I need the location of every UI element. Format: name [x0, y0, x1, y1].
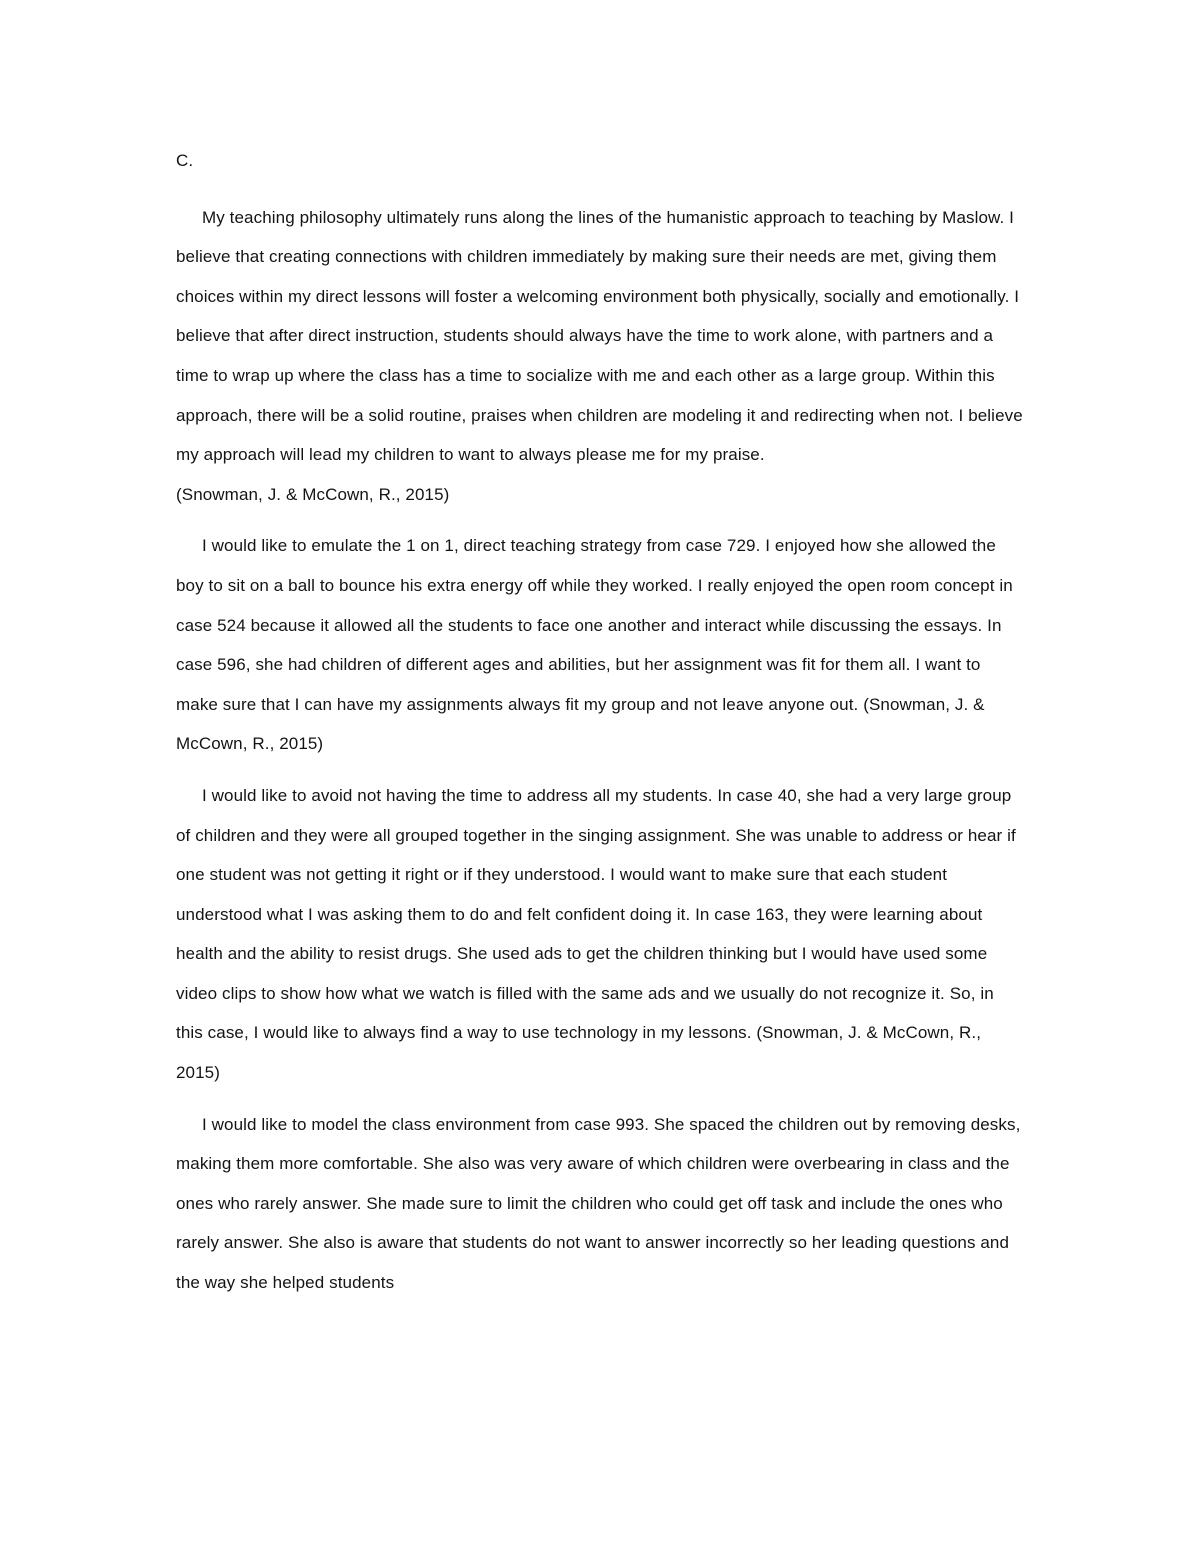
- paragraph-citation: (Snowman, J. & McCown, R., 2015): [176, 484, 450, 504]
- paragraph-model: [176, 1105, 1024, 1303]
- paragraph-text: I would like to model the class environment from case 993. She spaced the children out by removing desks, making them more comfortable. She also was very aware of which children were overbearing in class and the ones who rarely answer. She made sure to limit the children who could get off task and include the ones who rarely answer. She also is aware that students do not want to answer incorrectly so her leading questions and the way she helped students: [176, 1114, 1021, 1293]
- paragraph-philosophy: [176, 198, 1024, 515]
- document-body: [176, 141, 1024, 1315]
- paragraph-text: I would like to avoid not having the time to address all my students. In case 40, she had a very large group of children and they were all grouped together in the singing assignment. She was unable to address or hear if one student was not getting it right or if they understood. I would want to make sure that each student understood what I was asking them to do and felt confident doing it. In case 163, they were learning about health and the ability to resist drugs. She used ads to get the children thinking but I would have used some video clips to show how what we watch is filled with the same ads and we usually do not recognize it. So, in this case, I would like to always find a way to use technology in my lessons.: [176, 785, 1016, 1043]
- paragraph-avoid: [176, 776, 1024, 1093]
- paragraph-emulate: [176, 526, 1024, 764]
- paragraph-citation: (Snowman, J. & McCown, R., 2015): [176, 694, 985, 754]
- paragraph-text: My teaching philosophy ultimately runs along the lines of the humanistic approach to teaching by Maslow. I believe that creating connections with children immediately by making sure their needs are met, giving them choices within my direct lessons will foster a welcoming environment both physically, socially and emotionally. I believe that after direct instruction, students should always have the time to work alone, with partners and a time to wrap up where the class has a time to socialize with me and each other as a large group. Within this approach, there will be a solid routine, praises when children are modeling it and redirecting when not. I believe my approach will lead my children to want to always please me for my praise.: [176, 207, 1023, 465]
- paragraph-text: I would like to emulate the 1 on 1, direct teaching strategy from case 729. I enjoyed how she allowed the boy to sit on a ball to bounce his extra energy off while they worked. I really enjoyed the open room concept in case 524 because it allowed all the students to face one another and interact while discussing the essays. In case 596, she had children of different ages and abilities, but her assignment was fit for them all. I want to make sure that I can have my assignments always fit my group and not leave anyone out.: [176, 536, 1013, 714]
- paragraph-citation: (Snowman, J. & McCown, R., 2015): [176, 1023, 982, 1083]
- section-label: C.: [176, 151, 194, 170]
